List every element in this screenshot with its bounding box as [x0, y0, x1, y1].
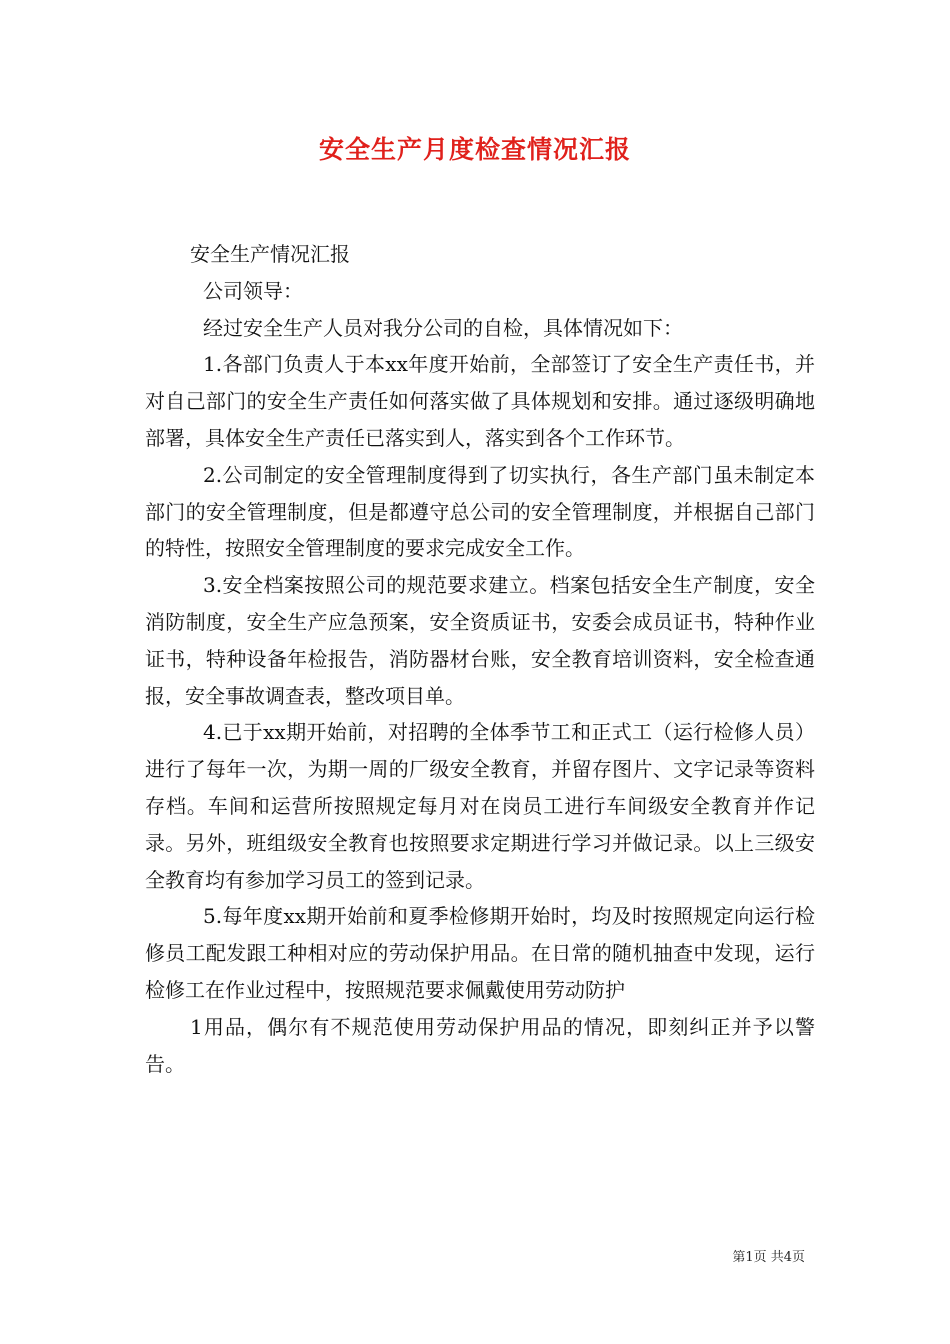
- document-body: [145, 236, 815, 1082]
- paragraph-5: 5.每年度xx期开始前和夏季检修期开始时，均及时按照规定向运行检修员工配发跟工种相对应的劳动保护用品。在日常的随机抽查中发现，运行检修工在作业过程中，按照规范要求佩戴使用劳动防护: [145, 904, 815, 1002]
- document-title: 安全生产月度检查情况汇报: [318, 135, 631, 164]
- page-number: 第1页 共4页: [732, 1250, 805, 1265]
- salutation: 公司领导：: [203, 278, 303, 303]
- report-heading: 安全生产情况汇报: [190, 242, 350, 266]
- paragraph-1: 1.各部门负责人于本xx年度开始前，全部签订了安全生产责任书，并对自己部门的安全生产责任如何落实做了具体规划和安排。通过逐级明确地部署，具体安全生产责任已落实到人，落实到各个工作环节。: [145, 352, 815, 450]
- paragraph-3: 3.安全档案按照公司的规范要求建立。档案包括安全生产制度，安全消防制度，安全生产应急预案，安全资质证书，安委会成员证书，特种作业证书，特种设备年检报告，消防器材台账，安全教育培训资料，安全检查通报，安全事故调查表，整改项目单。: [145, 573, 815, 708]
- intro-paragraph: 经过安全生产人员对我分公司的自检，具体情况如下：: [203, 315, 683, 340]
- paragraph-6: 1用品，偶尔有不规范使用劳动保护用品的情况，即刻纠正并予以警告。: [145, 1014, 815, 1076]
- paragraph-4: 4.已于xx期开始前，对招聘的全体季节工和正式工（运行检修人员）进行了每年一次，为期一周的厂级安全教育，并留存图片、文字记录等资料存档。车间和运营所按照规定每月对在岗员工进行车间级安全教育并作记录。另外，班组级安全教育也按照要求定期进行学习并做记录。以上三级安全教育均有参加学习员工的签到记录。: [145, 720, 815, 892]
- paragraph-2: 2.公司制定的安全管理制度得到了切实执行，各生产部门虽未制定本部门的安全管理制度，但是都遵守总公司的安全管理制度，并根据自己部门的特性，按照安全管理制度的要求完成安全工作。: [145, 462, 815, 561]
